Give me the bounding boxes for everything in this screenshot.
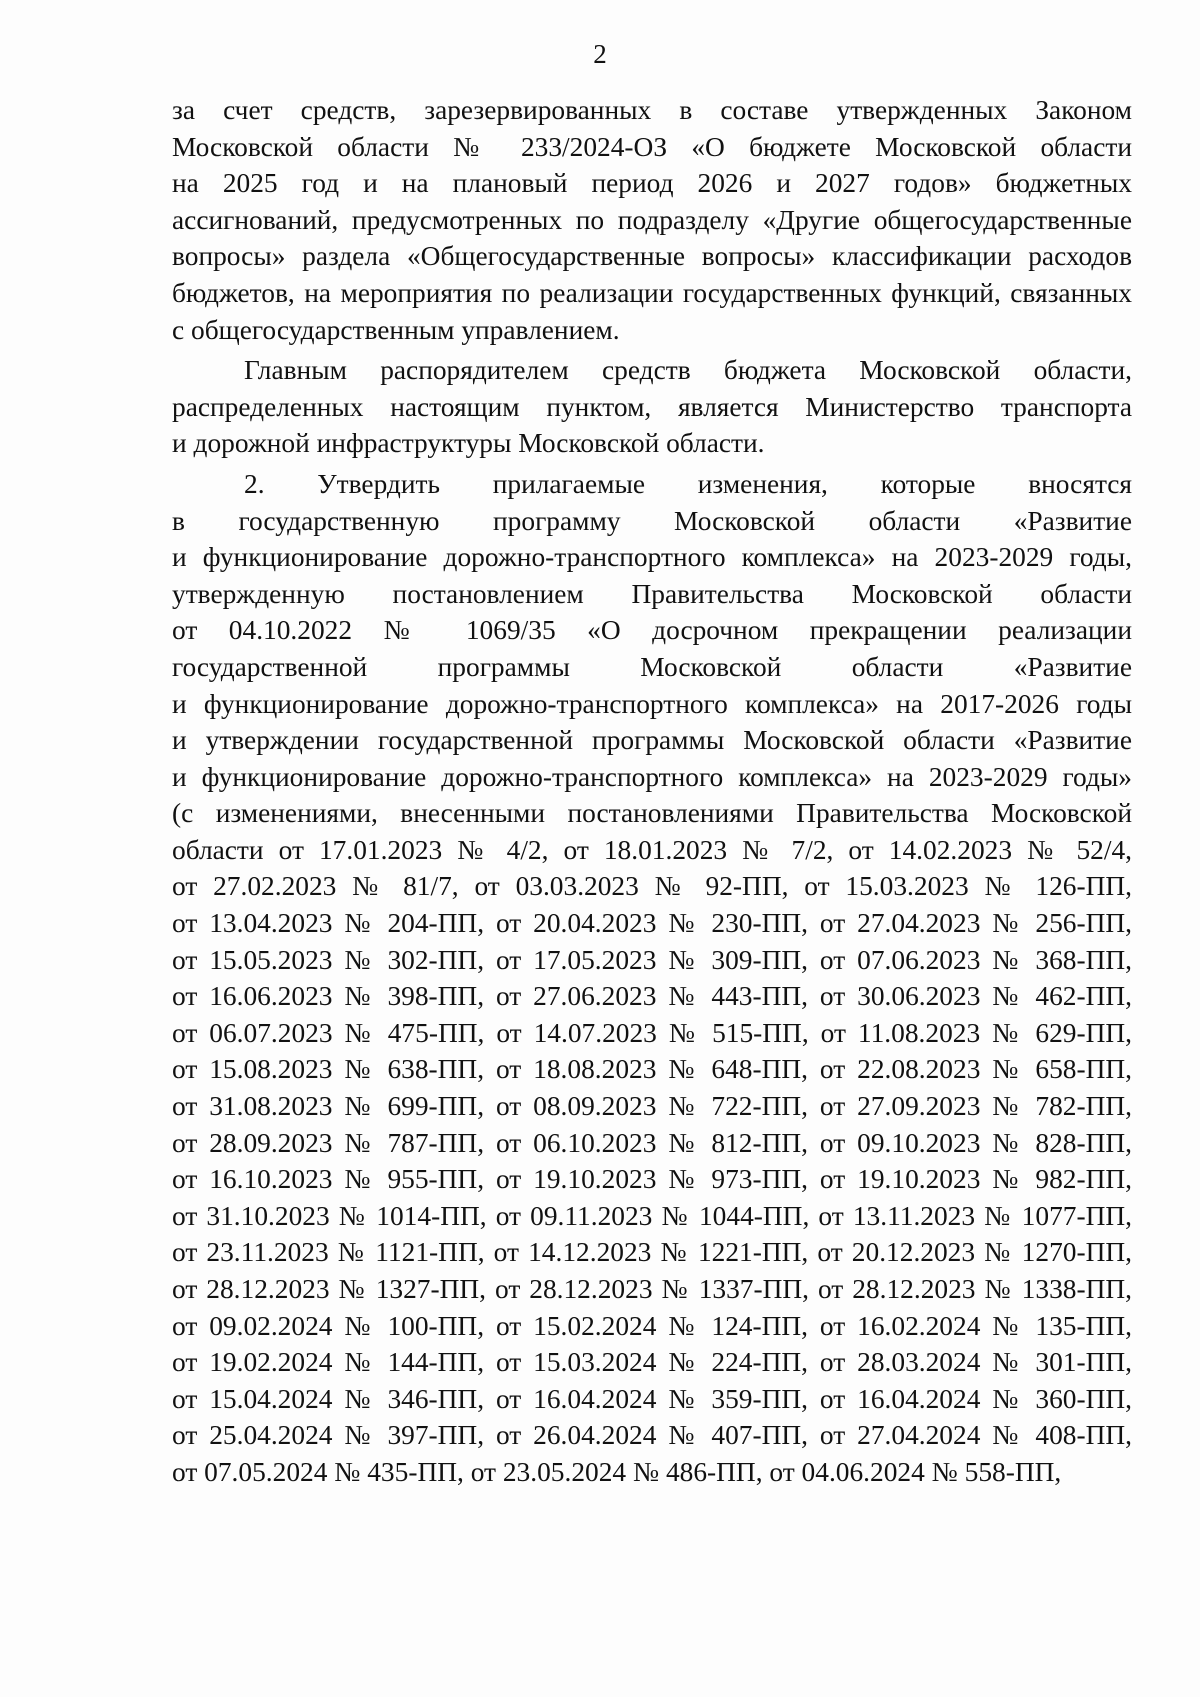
- text-line: от 15.05.2023 № 302-ПП, от 17.05.2023 № 309-ПП, от 07.06.2023 № 368-ПП,: [172, 944, 1132, 975]
- text-line: распределенных настоящим пунктом, является Министерство транспорта: [172, 391, 1132, 422]
- text-line: и утверждении государственной программы Московской области «Развитие: [172, 725, 1132, 756]
- text-line: от 28.12.2023 № 1327-ПП, от 28.12.2023 № 1337-ПП, от 28.12.2023 № 1338-ПП,: [172, 1274, 1132, 1304]
- text-line: от 23.11.2023 № 1121-ПП, от 14.12.2023 № 1221-ПП, от 20.12.2023 № 1270-ПП,: [172, 1237, 1132, 1268]
- text-line: от 13.04.2023 № 204-ПП, от 20.04.2023 № 230-ПП, от 27.04.2023 № 256-ПП,: [172, 908, 1132, 939]
- text-line: от 16.06.2023 № 398-ПП, от 27.06.2023 № 443-ПП, от 30.06.2023 № 462-ПП,: [172, 981, 1132, 1012]
- paragraph-p3: [172, 466, 1132, 1491]
- text-line: в государственную программу Московской области «Развитие: [172, 505, 1132, 536]
- paragraph-p1: [172, 92, 1132, 348]
- text-line: утвержденную постановлением Правительства Московской области: [172, 578, 1132, 609]
- text-line: и дорожной инфраструктуры Московской области.: [172, 428, 765, 459]
- text-line: от 31.08.2023 № 699-ПП, от 08.09.2023 № 722-ПП, от 27.09.2023 № 782-ПП,: [172, 1091, 1132, 1122]
- text-line: от 16.10.2023 № 955-ПП, от 19.10.2023 № 973-ПП, от 19.10.2023 № 982-ПП,: [172, 1164, 1132, 1195]
- text-line: от 19.02.2024 № 144-ПП, от 15.03.2024 № 224-ПП, от 28.03.2024 № 301-ПП,: [172, 1347, 1132, 1378]
- text-line: области от 17.01.2023 № 4/2, от 18.01.2023 № 7/2, от 14.02.2023 № 52/4,: [172, 834, 1132, 865]
- text-line: от 04.10.2022 № 1069/35 «О досрочном прекращении реализации: [172, 615, 1132, 646]
- text-line: Главным распорядителем средств бюджета Московской области,: [244, 355, 1132, 386]
- text-line: государственной программы Московской области «Развитие: [172, 651, 1132, 682]
- text-line: бюджетов, на мероприятия по реализации государственных функций, связанных: [172, 277, 1132, 308]
- text-line: от 15.04.2024 № 346-ПП, от 16.04.2024 № 359-ПП, от 16.04.2024 № 360-ПП,: [172, 1383, 1132, 1414]
- text-line: от 06.07.2023 № 475-ПП, от 14.07.2023 № 515-ПП, от 11.08.2023 № 629-ПП,: [172, 1017, 1132, 1048]
- text-line: ассигнований, предусмотренных по подразделу «Другие общегосударственные: [172, 204, 1132, 235]
- text-line: от 09.02.2024 № 100-ПП, от 15.02.2024 № 124-ПП, от 16.02.2024 № 135-ПП,: [172, 1310, 1132, 1341]
- text-line: на 2025 год и на плановый период 2026 и 2027 годов» бюджетных: [172, 168, 1132, 199]
- text-line: с общегосударственным управлением.: [172, 314, 620, 345]
- text-line: от 07.05.2024 № 435-ПП, от 23.05.2024 № 486-ПП, от 04.06.2024 № 558-ПП,: [172, 1456, 1062, 1487]
- text-line: и функционирование дорожно-транспортного комплекса» на 2023-2029 годы,: [172, 542, 1132, 573]
- text-line: за счет средств, зарезервированных в составе утвержденных Законом: [172, 95, 1132, 125]
- document-body: [172, 92, 1132, 1491]
- text-line: от 31.10.2023 № 1014-ПП, от 09.11.2023 № 1044-ПП, от 13.11.2023 № 1077-ПП,: [172, 1200, 1132, 1231]
- text-line: вопросы» раздела «Общегосударственные вопросы» классификации расходов: [172, 241, 1132, 272]
- text-line: от 25.04.2024 № 397-ПП, от 26.04.2024 № 407-ПП, от 27.04.2024 № 408-ПП,: [172, 1420, 1132, 1451]
- text-line: от 28.09.2023 № 787-ПП, от 06.10.2023 № 812-ПП, от 09.10.2023 № 828-ПП,: [172, 1127, 1132, 1158]
- text-line: от 15.08.2023 № 638-ПП, от 18.08.2023 № 648-ПП, от 22.08.2023 № 658-ПП,: [172, 1054, 1132, 1085]
- text-line: и функционирование дорожно-транспортного комплекса» на 2023-2029 годы»: [172, 761, 1132, 792]
- text-line: от 27.02.2023 № 81/7, от 03.03.2023 № 92-ПП, от 15.03.2023 № 126-ПП,: [172, 871, 1132, 902]
- paragraph-p2: [172, 352, 1132, 462]
- page-number: 2: [593, 39, 607, 69]
- text-line: 2. Утвердить прилагаемые изменения, которые вносятся: [244, 468, 1132, 499]
- text-line: и функционирование дорожно-транспортного комплекса» на 2017-2026 годы: [172, 688, 1132, 719]
- text-line: Московской области № 233/2024-ОЗ «О бюджете Московской области: [172, 131, 1132, 162]
- text-line: (с изменениями, внесенными постановлениями Правительства Московской: [172, 798, 1132, 829]
